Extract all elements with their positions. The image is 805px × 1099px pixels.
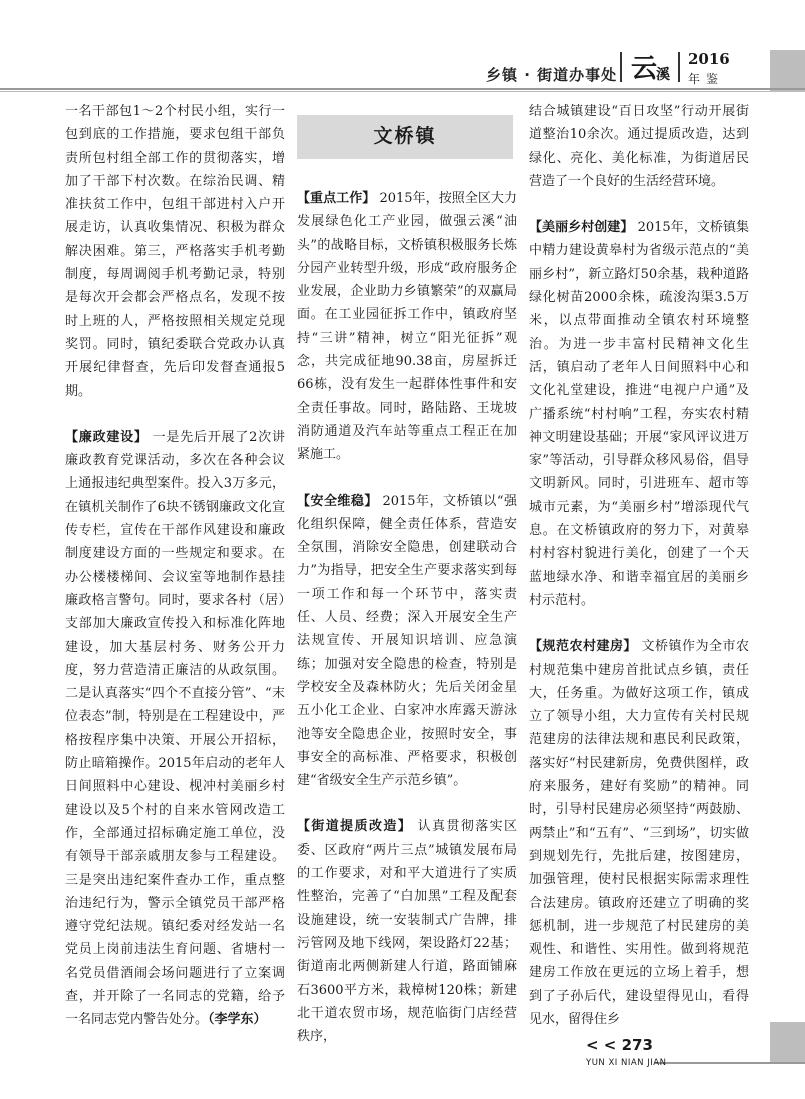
header-rule-thin <box>0 91 805 92</box>
paragraph-village <box>529 216 749 612</box>
footer-pinyin: YUN XI NIAN JIAN <box>586 1058 667 1068</box>
paragraph-key-work <box>297 187 517 467</box>
section-heading-village: 【美丽乡村创建】 <box>529 220 634 236</box>
page-number: < < 273 <box>586 1036 653 1054</box>
footer-color-block <box>770 1022 805 1062</box>
section-heading-integrity: 【廉政建设】 <box>65 429 148 445</box>
brand-char-xi: 溪 <box>656 67 670 83</box>
paragraph-street <box>297 815 517 1048</box>
paragraph-housing <box>529 635 749 1031</box>
header-color-block <box>770 50 805 92</box>
paragraph-inspection: 一名干部包1～2个村民小组，实行一包到底的工作措施，要求包组干部负责所包村组全部工作的贯彻落实，增加了干部下村次数。在综治民调、精准扶贫工作中，包组干部进村入户开展走访，认真收集情况、积极为群众解决困难。第三，严格落实手机考勤制度，每周调阅手机考勤记录，特别是每次开会都会严格点名，发现不按时上班的人，严格按照相关规定兑现奖罚。同时，镇纪委联合党政办认真开展纪律督查，先后印发督查通报5期。 <box>65 104 285 399</box>
header-year: 2016 <box>688 50 730 68</box>
brand-char-yun: 云 <box>631 54 658 84</box>
section-title: 乡镇 · 街道办事处 <box>486 66 618 84</box>
integrity-text: 一是先后开展了2次讲廉政教育党课活动，多次在各种会议上通报违纪典型案件。投入3万多元，在镇机关制作了6块不锈钢廉政文化宣传专栏，宣传在干部作风建设和廉政制度建设方面的一些规定和要求。在办公楼楼梯间、会议室等地制作悬挂廉政格言警句。同时，要求各村（居）支部加大廉政宣传投入和标准化阵地建设，加大基层村务、财务公开力度，努力营造清正廉洁的从政氛围。二是认真落实“四个不直接分管”、“末位表态”制，特别是在工程建设中，严格按程序集中决策、开展公开招标，防止暗箱操作。2015年启动的老年人日间照料中心建设、枧冲村美丽乡村建设以及5个村的自来水管网改造工作，全部通过招标确定施工单位，没有领导干部亲戚朋友参与工程建设。三是突出违纪案件查办工作，重点整治违纪行为，警示全镇党员干部严格遵守党纪法规。镇纪委对经发站一名党员上岗前违法生育问题、省塘村一名党员借酒闹会场问题进行了立案调查，并开除了一名同志的党籍，给予一名同志党内警告处分。 <box>65 429 285 1028</box>
column-2 <box>297 100 517 1048</box>
village-text: 2015年，文桥镇集中精力建设黄皋村为省级示范点的“美丽乡村”，新立路灯50余基，栽种道路绿化树苗2000余株，疏浚沟渠3.5万米，以点带面推动全镇农村环境整治。为进一步丰富村民精神文化生活，镇启动了老年人日间照料中心和文化礼堂建设，推进“电视户户通”及广播系统“村村响”工程，夯实农村精神文明建设基础；开展“家风评议进万家”等活动，引导群众移风易俗，倡导文明新风。同时，引进班车、超市等城市元素，为“美丽乡村”增添现代气息。在文桥镇政府的努力下，对黄皋村村容村貌进行美化，创建了一个天蓝地绿水净、和谐幸福宜居的美丽乡村示范村。 <box>529 220 749 608</box>
header-yearbook: 年鉴 <box>688 72 725 86</box>
section-heading-housing: 【规范农村建房】 <box>529 639 637 655</box>
header-rule <box>0 88 805 90</box>
footer-rule <box>655 1062 805 1064</box>
section-heading-key-work: 【重点工作】 <box>297 191 376 206</box>
key-work-text: 2015年，按照全区大力发展绿色化工产业园，做强云溪“油头”的战略目标，文桥镇积极服务长炼分园产业转型升级，形成“政府服务企业发展，企业助力乡镇繁荣”的双赢局面。在工业园征拆工作中，镇政府坚持“三讲”精神，树立“阳光征拆”观念，共完成征地90.38亩，房屋拆迁66栋，没有发生一起群体性事件和安全责任事故。同时，路陆路、王垅坡消防通道及汽车站等重点工程正在加紧施工。 <box>297 191 517 463</box>
paragraph-street-cont: 结合城镇建设“百日攻坚”行动开展街道整治10余次。通过提质改造，达到绿化、亮化、美化标准，为街道居民营造了一个良好的生活经营环境。 <box>529 104 749 189</box>
page-header <box>0 0 805 90</box>
housing-text: 文桥镇作为全市农村规范集中建房首批试点乡镇，责任大，任务重。为做好这项工作，镇成立了领导小组，大力宣传有关村民规范建房的法律法规和惠民利民政策，落实好“村民建新房，免费供图样，政府来服务，建好有奖励”的精神。同时，引导村民建房必须坚持“两鼓励、两禁止”和“五有”、“三到场”，切实做到规划先行，先批后建，按图建房，加强管理，使村民根据实际需求理性合法建房。镇政府还建立了明确的奖惩机制，进一步规范了村民建房的美观性、和谐性、实用性。做到将规范建房工作放在更远的立场上着手，想到了子孙后代，建设望得见山，看得见水，留得住乡 <box>529 639 749 1027</box>
column-3 <box>529 100 749 1031</box>
paragraph-safety <box>297 490 517 793</box>
header-divider <box>620 52 622 82</box>
section-heading-street: 【街道提质改造】 <box>297 819 413 835</box>
town-title: 文桥镇 <box>373 125 437 148</box>
paragraph-integrity <box>65 426 285 1032</box>
author-credit: （李学东） <box>208 1012 267 1028</box>
header-divider-2 <box>678 52 680 82</box>
town-title-box <box>297 115 513 159</box>
street-text: 认真贯彻落实区委、区政府“两片三点”城镇发展布局的工作要求，对和平大道进行了实质性整治，完善了“白加黑”工程及配套设施建设，统一安装制式广告牌，排污管网及地下线网，架设路灯22基；街道南北两侧新建人行道，路面铺麻石3600平方米，栽樟树120株；新建北干道农贸市场，规范临街门店经营秩序， <box>297 819 517 1045</box>
safety-text: 2015年，文桥镇以“强化组织保障，健全责任体系，营造安全氛围，消除安全隐患，创建联动合力”为指导，把安全生产要求落实到每一项工作和每一个环节中，落实责任、人员、经费；深入开展安全生产法规宣传、开展知识培训、应急演练；加强对安全隐患的检查，特别是学校安全及森林防火；先后关闭金星五小化工企业、白家冲水库露天游泳池等安全隐患企业，按照时安全，事事安全的高标准、严格要求，积极创建“省级安全生产示范乡镇”。 <box>297 493 517 789</box>
section-heading-safety: 【安全维稳】 <box>297 493 378 509</box>
column-1 <box>65 100 285 1032</box>
